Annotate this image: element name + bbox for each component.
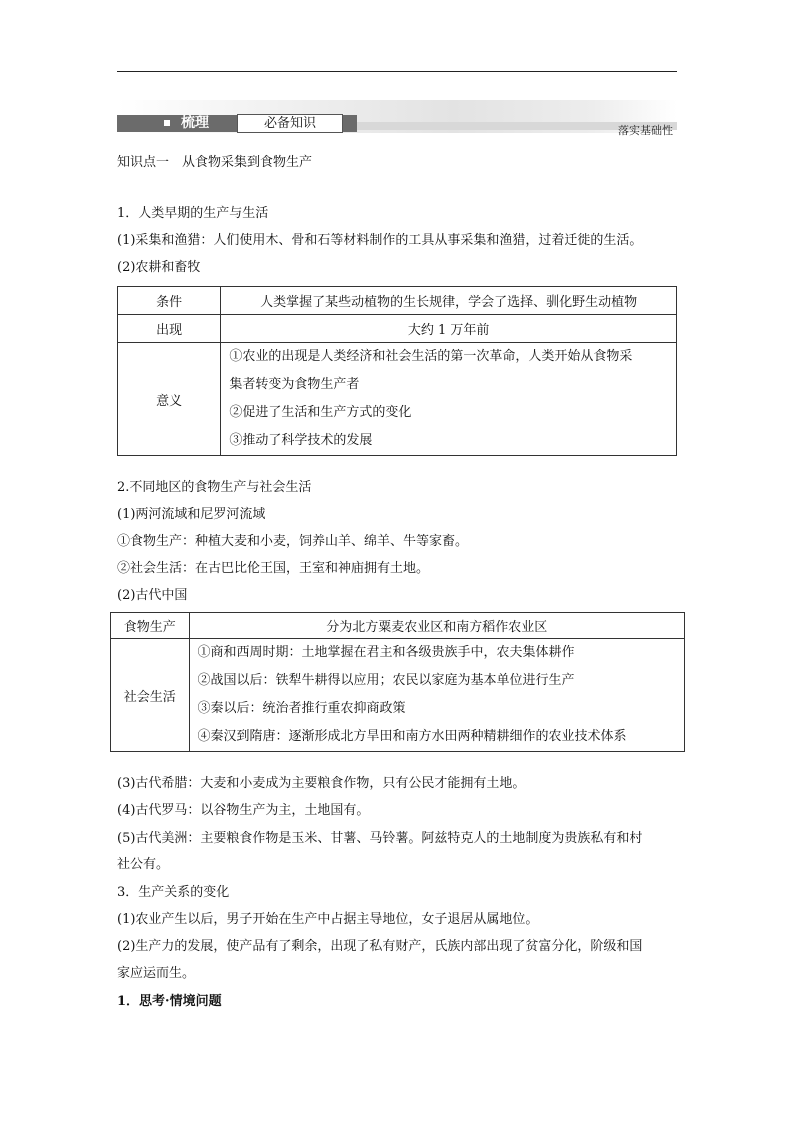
s3-p5a: (2)生产力的发展，使产品有了剩余，出现了私有财产，氏族内部出现了贫富分化，阶级和国 (117, 939, 643, 954)
s3-p1: (3)古代希腊：大麦和小麦成为主要粮食作物，只有公民才能拥有土地。 (117, 776, 526, 791)
table1-label-meaning: 意义 (118, 343, 221, 456)
table-row (111, 639, 685, 752)
s2-p1: (1)两河流域和尼罗河流域 (117, 507, 266, 522)
topic-heading: 知识点一 从食物采集到食物生产 (117, 155, 313, 170)
s1-heading: 1．人类早期的生产与生活 (117, 206, 269, 221)
header-rule (117, 71, 677, 72)
table1-meaning-line: ②促进了生活和生产方式的变化 (229, 405, 412, 420)
section-banner (117, 100, 677, 136)
s2-p3: ②社会生活：在古巴比伦王国，王室和神庙拥有土地。 (117, 561, 430, 576)
table-farming (117, 286, 677, 456)
table2-society-line: ③秦以后：统治者推行重农抑商政策 (197, 701, 406, 716)
table1-value-condition: 人类掌握了某些动植物的生长规律，学会了选择、驯化野生动植物 (221, 287, 677, 315)
banner-section-title: 梳理 (181, 115, 209, 131)
table1-value-meaning (221, 343, 677, 456)
table1-meaning-line: ①农业的出现是人类经济和社会生活的第一次革命，人类开始从食物采 (229, 349, 633, 364)
s3-p4: (1)农业产生以后，男子开始在生产中占据主导地位，女子退居从属地位。 (117, 912, 539, 927)
banner-tag: 落实基础性 (618, 124, 673, 137)
table2-society-line: ④秦汉到隋唐：逐渐形成北方旱田和南方水田两种精耕细作的农业技术体系 (197, 729, 627, 744)
s1-p1: (1)采集和渔猎：人们使用木、骨和石等材料制作的工具从事采集和渔猎，过着迁徙的生活。 (117, 233, 643, 248)
s1-p2: (2)农耕和畜牧 (117, 260, 201, 275)
table1-label-condition: 条件 (118, 287, 221, 315)
table-china (110, 612, 685, 752)
s3-heading: 3．生产关系的变化 (117, 885, 230, 900)
table1-meaning-line: 集者转变为食物生产者 (229, 377, 360, 392)
table-row (118, 287, 677, 315)
s3-p6: 1．思考·情境问题 (117, 994, 222, 1009)
s3-p3b: 社公有。 (117, 857, 170, 872)
table1-label-appear: 出现 (118, 315, 221, 343)
table2-value-society (189, 639, 685, 752)
s2-p4: (2)古代中国 (117, 588, 188, 603)
s2-heading: 2.不同地区的食物生产与社会生活 (117, 480, 312, 495)
table2-society-line: ②战国以后：铁犁牛耕得以应用；农民以家庭为基本单位进行生产 (197, 673, 575, 688)
table-row (118, 343, 677, 456)
table2-value-food: 分为北方粟麦农业区和南方稻作农业区 (189, 613, 685, 639)
s3-p5b: 家应运而生。 (117, 966, 196, 981)
square-bullet-icon (164, 120, 170, 126)
table2-label-society: 社会生活 (111, 639, 190, 752)
s2-p2: ①食物生产：种植大麦和小麦，饲养山羊、绵羊、牛等家畜。 (117, 534, 469, 549)
table1-value-appear: 大约 1 万年前 (221, 315, 677, 343)
table2-label-food: 食物生产 (111, 613, 190, 639)
table-row (118, 315, 677, 343)
s3-p2: (4)古代罗马：以谷物生产为主，土地国有。 (117, 803, 370, 818)
banner-subtitle: 必备知识 (237, 114, 343, 133)
table2-society-line: ①商和西周时期：土地掌握在君主和各级贵族手中，农夫集体耕作 (197, 645, 575, 660)
s3-p3a: (5)古代美洲：主要粮食作物是玉米、甘薯、马铃薯。阿兹特克人的土地制度为贵族私有和村 (117, 831, 643, 846)
table-row (111, 613, 685, 639)
table1-meaning-line: ③推动了科学技术的发展 (229, 433, 373, 448)
